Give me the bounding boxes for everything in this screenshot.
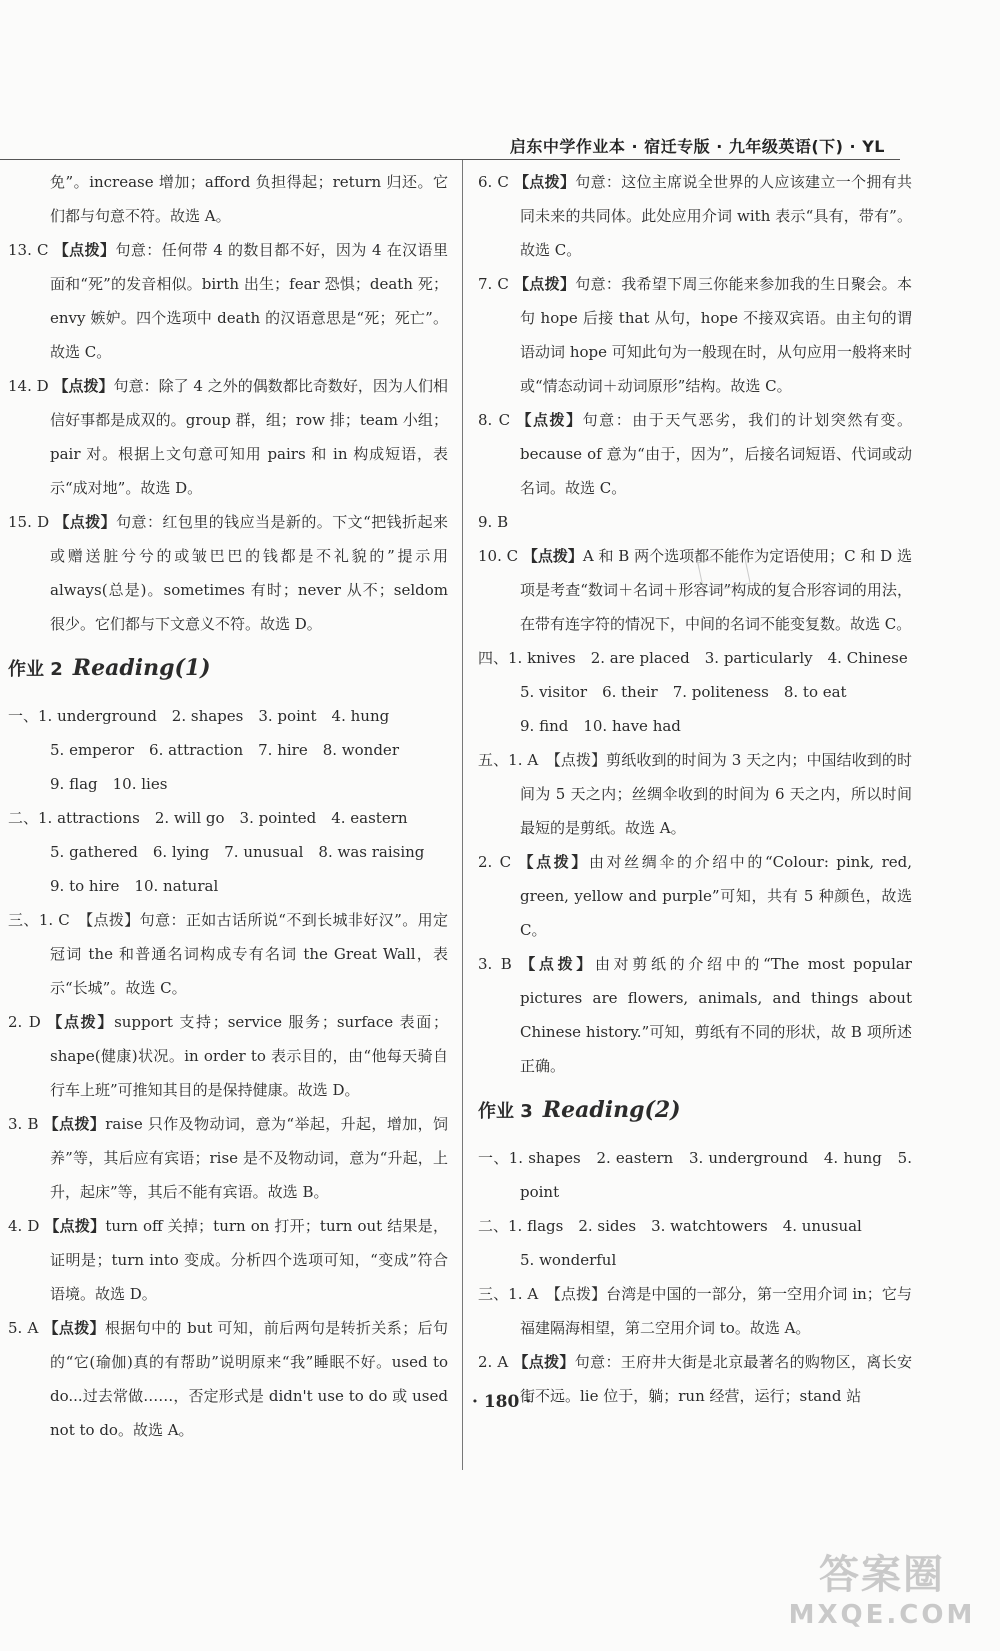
right-column [478,165,912,1413]
answer-text: turn off 关掉；turn on 打开；turn out 结果是，证明是；turn into 变成。分析四个选项可知，“变成”符合语境。故选 D。 [50,1217,448,1303]
header-rule [0,159,900,160]
item-number: 15. D [8,513,50,531]
answer-section [478,743,912,845]
answer-text: A 和 B 两个选项都不能作为定语使用；C 和 D 选项是考查“数词＋名词＋形容词”构成的复合形容词的用法，在带有连字符的情况下，中间的名词不能变复数。故选 C。 [520,547,912,633]
section-number: 一、 [8,707,39,725]
answer-text: 1. underground 2. shapes 3. point 4. hung [38,707,390,725]
answer-section [8,801,448,835]
answer-text: support 支持；service 服务；surface 表面；shape(健康)状况。in order to 表示目的，由“他每天骑自行车上班”可推知其目的是保持健康。故选 D。 [50,1013,448,1099]
page-number: · 180 · [472,1392,532,1412]
hint-tag: 【点拨】 [513,275,576,293]
answer-item [478,267,912,403]
running-header: 启东中学作业本 · 宿迁专版 · 九年级英语(下) · YL [509,137,885,156]
answer-text: 5. emperor 6. attraction 7. hire 8. wonder [50,741,399,759]
answer-item [478,539,912,641]
answer-text: 根据句中的 but 可知，前后两句是转折关系；后句的“它(瑜伽)真的有帮助”说明原来“我”睡眠不好。used to do...过去常做……，否定形式是 didn't use to do 或 used not to do。故选 A。 [50,1319,448,1439]
hint-tag: 【点拨】 [53,241,116,259]
section-number: 四、 [478,649,509,667]
answer-item [8,1107,448,1209]
hint-tag: 【点拨】 [520,955,595,973]
answer-text: 由对剪纸的介绍中的“The most popular pictures are flowers, animals, and things about Chinese history.”可知，剪纸有不同的形状，故 B 项所述正确。 [520,955,912,1075]
answer-item [478,947,912,1083]
item-number: 4. D [8,1217,40,1235]
hint-tag: 【点拨】 [43,1319,106,1337]
item-number: 8. C [478,411,511,429]
item-number: 3. B [8,1115,39,1133]
answer-text: 免”。increase 增加；afford 负担得起；return 归还。它们都与句意不符。故选 A。 [50,173,448,225]
item-number: 13. C [8,241,49,259]
section-number: 三、 [478,1285,509,1303]
left-column [8,165,448,1447]
answer-section [478,641,912,675]
answer-item [478,165,912,267]
answer-item [8,369,448,505]
answer-section [8,903,448,1005]
item-number: 10. C [478,547,519,565]
answer-text: 1. attractions 2. will go 3. pointed 4. eastern [38,809,408,827]
answer-text: 句意：王府井大街是北京最著名的购物区，离长安街不远。lie 位于，躺；run 经营，运行；stand 站 [520,1353,912,1405]
answer-text: 5. gathered 6. lying 7. unusual 8. was raising [50,843,425,861]
answer-section [8,699,448,733]
answer-item [478,505,912,539]
hint-tag: 【点拨】 [54,513,117,531]
hint-tag: 【点拨】 [513,173,576,191]
hint-tag: 【点拨】 [518,853,589,871]
homework-label: 作业 3 [478,1101,533,1122]
answer-item [8,1311,448,1447]
answer-section [478,1209,912,1243]
answer-text: raise 只作及物动词，意为“举起，升起，增加，饲养”等，其后应有宾语；rise 是不及物动词，意为“升起，上升，起床”等，其后不能有宾语。故选 B。 [50,1115,448,1201]
watermark-bottom: MXQE.COM [788,1600,976,1630]
reading-title: Reading(1) [72,655,211,681]
answer-text: 9. to hire 10. natural [50,877,219,895]
item-number: 9. B [478,513,509,531]
column-divider [462,160,463,1470]
answer-item [8,1209,448,1311]
item-number: 2. D [8,1013,41,1031]
hint-tag: 【点拨】 [53,377,114,395]
hint-tag: 【点拨】 [44,1217,106,1235]
answer-text: 句意：任何带 4 的数目都不好，因为 4 在汉语里面和“死”的发音相似。birth 出生；fear 恐惧；death 死；envy 嫉妒。四个选项中 death 的汉语意思是“死；死亡”。故选 C。 [50,241,448,361]
hint-tag: 【点拨】 [522,547,583,565]
watermark-logo [782,1543,982,1643]
hint-tag: 【点拨】 [516,411,583,429]
item-number: 14. D [8,377,49,395]
answer-text: 5. wonderful [520,1251,617,1269]
answer-text: 句意：这位主席说全世界的人应该建立一个拥有共同未来的共同体。此处应用介词 with 表示“具有，带有”。故选 C。 [520,173,912,259]
answer-text: 句意：红包里的钱应当是新的。下文“把钱折起来或赠送脏兮兮的或皱巴巴的钱都是不礼貌的”提示用 always(总是)。sometimes 有时；never 从不；seldom 很少。它们都与下文意义不符。故选 D。 [50,513,448,633]
item-number: 7. C [478,275,509,293]
answer-text: 句意：除了 4 之外的偶数都比奇数好，因为人们相信好事都是成双的。group 群，组；row 排；team 小组；pair 对。根据上文句意可知用 pairs 和 in 构成短语，表示“成对地”。故选 D。 [50,377,448,497]
answer-item [8,1005,448,1107]
item-number: 2. C [478,853,512,871]
homework-label: 作业 2 [8,659,63,680]
section-number: 二、 [478,1217,509,1235]
answer-text: 1. knives 2. are placed 3. particularly 4. Chinese [508,649,908,667]
answer-text: 9. find 10. have had [520,717,681,735]
answer-text: 句意：我希望下周三你能来参加我的生日聚会。本句 hope 后接 that 从句，hope 不接双宾语。由主句的谓语动词 hope 可知此句为一般现在时，从句应用一般将来时或“情态动词＋动词原形”结构。故选 C。 [520,275,912,395]
hint-tag: 【点拨】 [43,1115,106,1133]
item-number: 2. A [478,1353,509,1371]
watermark-top: 答案圈 [819,1552,945,1598]
section-number: 一、 [478,1149,509,1167]
answer-text: 由对丝绸伞的介绍中的“Colour: pink, red, green, yellow and purple”可知，共有 5 种颜色，故选 C。 [520,853,912,939]
section-number: 二、 [8,809,39,827]
answer-text: 1. shapes 2. eastern 3. underground 4. hung 5. point [508,1149,912,1201]
hint-tag: 【点拨】 [47,1013,115,1031]
item-number: 3. B [478,955,512,973]
answer-text: 1. A 【点拨】剪纸收到的时间为 3 天之内；中国结收到的时间为 5 天之内；丝绸伞收到的时间为 6 天之内，所以时间最短的是剪纸。故选 A。 [508,751,912,837]
item-number: 6. C [478,173,509,191]
answer-text: 1. flags 2. sides 3. watchtowers 4. unusual [508,1217,862,1235]
answer-item [478,1345,912,1413]
answer-text: 1. A 【点拨】台湾是中国的一部分，第一空用介词 in；它与福建隔海相望，第二空用介词 to。故选 A。 [508,1285,912,1337]
answer-text: 5. visitor 6. their 7. politeness 8. to eat [520,683,847,701]
section-heading [8,641,448,699]
answer-item [8,505,448,641]
answer-text: 1. C 【点拨】句意：正如古话所说“不到长城非好汉”。用定冠词 the 和普通名词构成专有名词 the Great Wall，表示“长城”。故选 C。 [38,911,448,997]
hint-tag: 【点拨】 [513,1353,575,1371]
answer-text: 9. flag 10. lies [50,775,168,793]
item-number: 5. A [8,1319,39,1337]
section-heading [478,1083,912,1141]
section-number: 三、 [8,911,39,929]
answer-section [478,1141,912,1209]
answer-item [478,845,912,947]
section-number: 五、 [478,751,509,769]
reading-title: Reading(2) [542,1097,681,1123]
answer-text: 句意：由于天气恶劣，我们的计划突然有变。because of 意为“由于，因为”，后接名词短语、代词或动名词。故选 C。 [520,411,912,497]
answer-item [8,233,448,369]
answer-item [478,403,912,505]
answer-section [478,1277,912,1345]
